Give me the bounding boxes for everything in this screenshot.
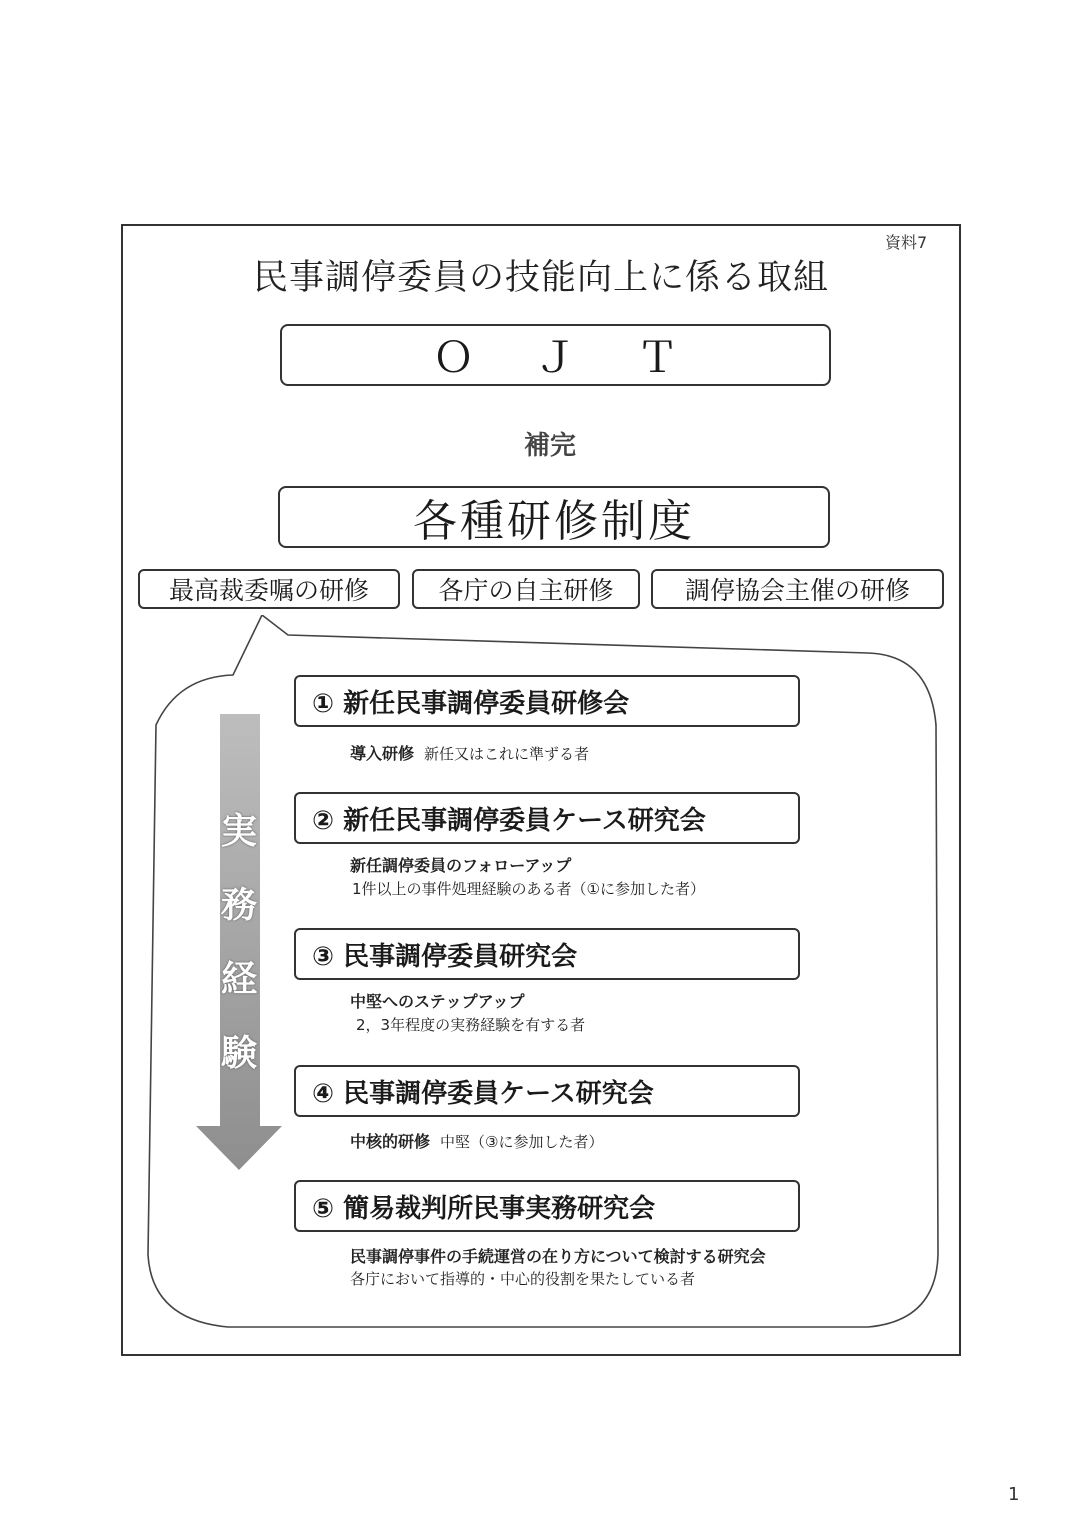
step-desc-3 xyxy=(350,989,525,1012)
step-box-1 xyxy=(294,675,800,727)
step-desc-main: 民事調停事件の手続運営の在り方について検討する研究会 xyxy=(350,1247,766,1266)
step-box-4 xyxy=(294,1065,800,1117)
category-box-association xyxy=(651,569,944,609)
step-desc-main: 中核的研修 xyxy=(350,1132,431,1151)
ojt-box xyxy=(280,324,831,386)
step-title: ④ 民事調停委員ケース研究会 xyxy=(312,1078,654,1109)
step-title: ② 新任民事調停委員ケース研究会 xyxy=(312,805,706,836)
arrow-char: 経 xyxy=(220,959,257,1000)
step-title: ⑤ 簡易裁判所民事実務研究会 xyxy=(312,1193,656,1224)
category-box-local-court xyxy=(412,569,640,609)
arrow-char: 務 xyxy=(220,885,257,926)
arrow-label xyxy=(216,795,262,1091)
step-title: ① 新任民事調停委員研修会 xyxy=(312,688,630,719)
step-box-5 xyxy=(294,1180,800,1232)
step-desc-4 xyxy=(350,1129,603,1152)
step-desc-sub: 新任又はこれに準ずる者 xyxy=(424,745,590,763)
step-desc-main: 新任調停委員のフォローアップ xyxy=(350,856,572,875)
arrow-char: 験 xyxy=(220,1033,257,1074)
step-desc-5 xyxy=(350,1244,766,1267)
category-label: 調停協会主催の研修 xyxy=(684,576,910,605)
arrow-char: 実 xyxy=(220,811,257,852)
step-title: ③ 民事調停委員研究会 xyxy=(312,941,578,972)
step-desc-main: 導入研修 xyxy=(350,744,415,763)
page-title: 民事調停委員の技能向上に係る取組 xyxy=(252,258,829,298)
training-system-box xyxy=(278,486,830,548)
supplement-label: 補完 xyxy=(523,431,576,461)
step-box-3 xyxy=(294,928,800,980)
training-system-label: 各種研修制度 xyxy=(413,496,695,547)
material-number: 資料7 xyxy=(885,233,928,252)
ojt-label: ＯＪＴ xyxy=(432,333,739,382)
step-box-2 xyxy=(294,792,800,844)
step-desc2-2: 1件以上の事件処理経験のある者（①に参加した者） xyxy=(352,880,705,898)
step-desc2-3: 2，3年程度の実務経験を有する者 xyxy=(356,1016,586,1034)
step-desc2-5: 各庁において指導的・中心的役割を果たしている者 xyxy=(350,1270,696,1288)
category-label: 最高裁委嘱の研修 xyxy=(168,576,369,605)
category-box-supreme-court xyxy=(138,569,400,609)
step-desc-sub: 中堅（③に参加した者） xyxy=(440,1133,604,1151)
page-number: 1 xyxy=(1008,1484,1020,1505)
step-desc-2 xyxy=(350,853,571,876)
category-label: 各庁の自主研修 xyxy=(438,576,614,605)
step-desc-1 xyxy=(350,741,589,764)
step-desc-main: 中堅へのステップアップ xyxy=(350,992,525,1011)
